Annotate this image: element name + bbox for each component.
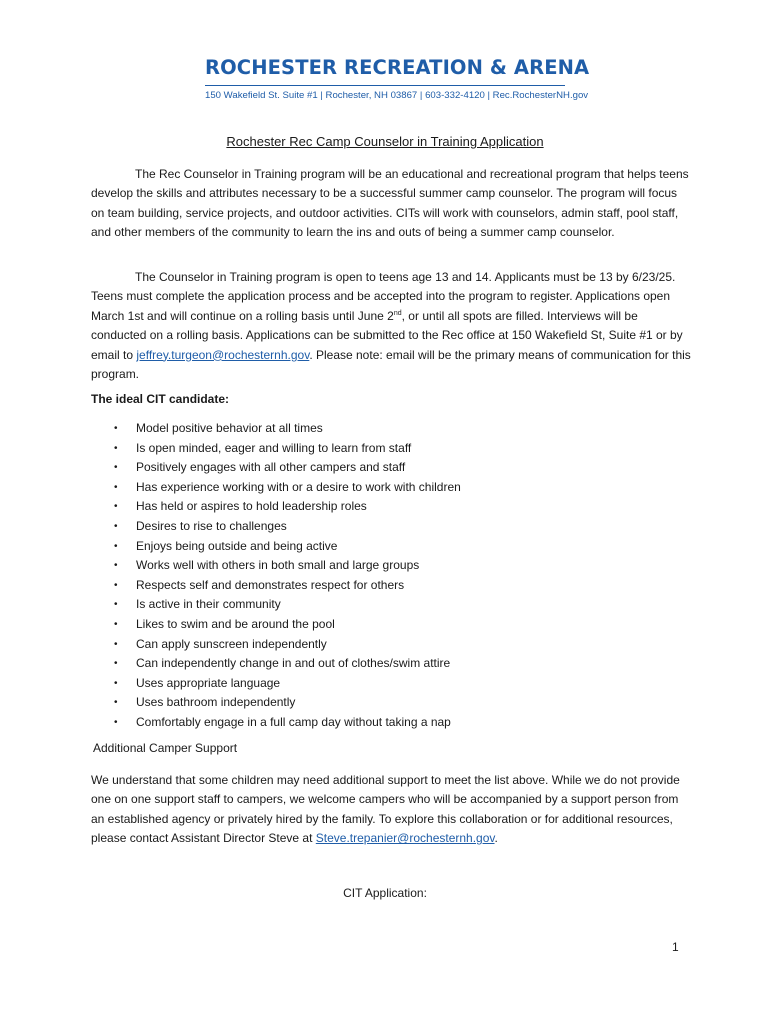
list-item-text: Enjoys being outside and being active [136, 538, 338, 553]
list-item-text: Respects self and demonstrates respect for others [136, 577, 405, 592]
support-heading: Additional Camper Support [93, 741, 238, 755]
bullet-icon: • [114, 481, 118, 493]
list-item-text: Is open minded, eager and willing to learn from staff [136, 440, 412, 455]
eligibility-paragraph [91, 268, 691, 384]
list-item [91, 556, 691, 576]
support-text-a: We understand that some children may need additional support to meet the list above. While we do not provide one on one support staff to campers, we welcome campers who will be accompanied by a support person from an established agency or privately hired by the family. To explore this collaboration or for additional resources, please contact Assistant Director Steve at [91, 773, 680, 846]
list-item-text: Works well with others in both small and large groups [136, 558, 420, 573]
ideal-candidate-heading: The ideal CIT candidate: [91, 392, 230, 406]
email-link-jeffrey[interactable]: jeffrey.turgeon@rochesternh.gov [136, 347, 310, 362]
bullet-icon: • [114, 716, 118, 728]
list-item [91, 674, 691, 694]
list-item [91, 654, 691, 674]
bullet-icon: • [114, 579, 118, 591]
list-item [91, 713, 691, 733]
list-item-text: Has experience working with or a desire to work with children [136, 479, 461, 494]
list-item [91, 478, 691, 498]
bullet-icon: • [114, 618, 118, 630]
page-number: 1 [672, 940, 679, 954]
list-item-text: Comfortably engage in a full camp day without taking a nap [136, 714, 451, 729]
bullet-icon: • [114, 697, 118, 709]
list-item [91, 595, 691, 615]
bullet-icon: • [114, 423, 118, 434]
support-text-b: . [494, 831, 498, 846]
list-item-text: Can independently change in and out of clothes/swim attire [136, 656, 451, 671]
list-item [91, 576, 691, 596]
eligibility-text-b: , or until all spots are filled. Interviews will be conducted on a rolling basis. Applications can be submitted to the Rec office at 150 Wakefield St, Suite #1 or by email to [91, 308, 683, 362]
bullet-icon: • [114, 540, 118, 552]
bullet-icon: • [114, 442, 118, 454]
list-item-text: Is active in their community [136, 597, 281, 612]
list-item [91, 537, 691, 557]
bullet-icon: • [114, 599, 118, 611]
bullet-icon: • [114, 462, 118, 474]
list-item-text: Likes to swim and be around the pool [136, 616, 335, 631]
bullet-icon: • [114, 501, 118, 513]
bullet-icon: • [114, 638, 118, 650]
list-item [91, 615, 691, 635]
bullet-icon: • [114, 520, 118, 532]
list-item [91, 693, 691, 713]
bullet-icon: • [114, 560, 118, 572]
support-paragraph [91, 771, 691, 849]
document-title: Rochester Rec Camp Counselor in Training Application [226, 134, 544, 149]
list-item-text: Positively engages with all other campers and staff [136, 460, 406, 475]
list-item [91, 635, 691, 655]
list-item [91, 419, 691, 439]
criteria-list [91, 419, 691, 733]
list-item-text: Uses bathroom independently [136, 695, 296, 710]
list-item-text: Uses appropriate language [136, 675, 281, 690]
cit-application-label: CIT Application: [343, 886, 427, 900]
list-item-text: Desires to rise to challenges [136, 518, 287, 533]
list-item [91, 497, 691, 517]
list-item [91, 517, 691, 537]
org-address: 150 Wakefield St. Suite #1 | Rochester, NH 03867 | 603-332-4120 | Rec.RochesterNH.gov [205, 90, 589, 101]
list-item-text: Has held or aspires to hold leadership roles [136, 499, 367, 514]
eligibility-text-c: . Please note: email will be the primary means of communication for this program. [91, 347, 691, 382]
email-link-steve[interactable]: Steve.trepanier@rochesternh.gov [315, 831, 495, 846]
list-item [91, 458, 691, 478]
bullet-icon: • [114, 677, 118, 689]
list-item-text: Model positive behavior at all times [136, 421, 323, 435]
header-divider [205, 85, 565, 86]
list-item [91, 439, 691, 459]
org-logo-name: ROCHESTER RECREATION & ARENA [205, 56, 590, 79]
list-item-text: Can apply sunscreen independently [136, 636, 327, 651]
bullet-icon: • [114, 658, 118, 670]
ordinal-suffix: nd [393, 309, 402, 317]
intro-paragraph: The Rec Counselor in Training program will be an educational and recreational program that helps teens develop the skills and attributes necessary to be a successful summer camp counselor. The program will focus on team building, service projects, and outdoor activities. CITs will work with counselors, admin staff, pool staff, and other members of the community to learn the ins and outs of being a summer camp counselor. [91, 167, 689, 240]
eligibility-text-a: The Counselor in Training program is open to teens age 13 and 14. Applicants must be 13 by 6/23/25. Teens must complete the application process and be accepted into the program to register. Applications open March 1st and will continue on a rolling basis until June 2 [91, 270, 676, 323]
